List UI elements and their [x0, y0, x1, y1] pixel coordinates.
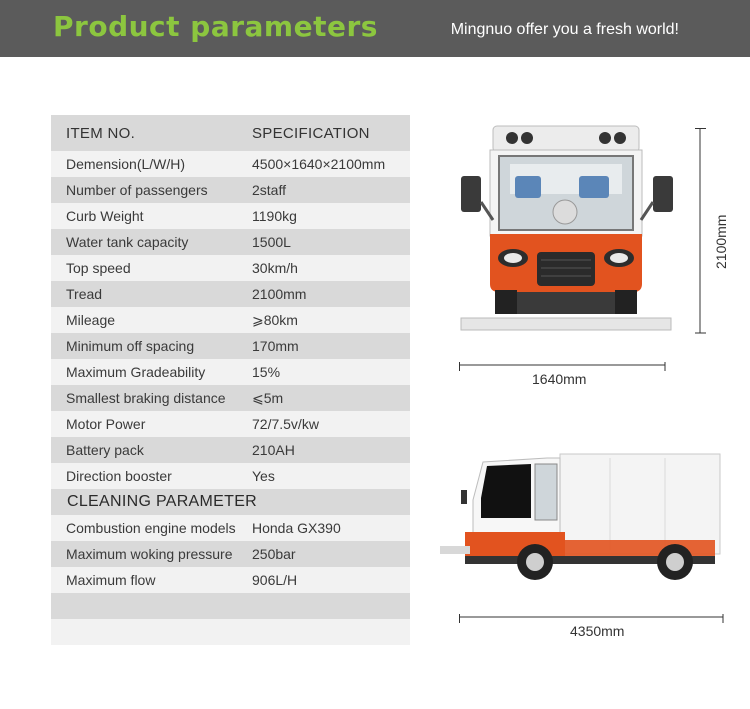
table-row: [51, 463, 410, 489]
table-row: [51, 411, 410, 437]
spec-cell: 72/7.5v/kw: [252, 416, 319, 432]
parameters-table: [51, 115, 410, 645]
page-title: Product parameters: [53, 10, 378, 43]
item-cell: Demension(L/W/H): [66, 156, 186, 172]
width-label: 1640mm: [532, 371, 587, 387]
column-header-spec: SPECIFICATION: [252, 124, 370, 142]
table-header-row: [51, 115, 410, 151]
table-row-empty: [51, 593, 410, 619]
column-header-item: ITEM NO.: [66, 124, 136, 142]
table-row: [51, 567, 410, 593]
item-cell: Battery pack: [66, 442, 144, 458]
spec-cell: 210AH: [252, 442, 295, 458]
spec-cell: 2100mm: [252, 286, 307, 302]
spec-cell: 4500×1640×2100mm: [252, 156, 386, 172]
spec-cell: 2staff: [252, 182, 286, 198]
vehicle-side-view: [435, 440, 725, 585]
section-header-row: [51, 489, 410, 515]
height-dimension-line: [695, 128, 707, 334]
spec-cell: Honda GX390: [252, 520, 341, 536]
table-row: [51, 281, 410, 307]
item-cell: Number of passengers: [66, 182, 208, 198]
item-cell: Smallest braking distance: [66, 390, 226, 406]
spec-cell: ⩽5m: [252, 389, 284, 406]
length-label: 4350mm: [570, 623, 625, 639]
item-cell: Motor Power: [66, 416, 146, 432]
section-title: CLEANING PARAMETER: [67, 493, 258, 510]
item-cell: Maximum woking pressure: [66, 546, 233, 562]
table-row: [51, 307, 410, 333]
table-row: [51, 359, 410, 385]
vehicle-front-view: [455, 124, 680, 334]
item-cell: Maximum Gradeability: [66, 364, 206, 380]
table-row: [51, 515, 410, 541]
table-row: [51, 151, 410, 177]
table-row: [51, 229, 410, 255]
spec-cell: ⩾80km: [252, 311, 298, 328]
table-row: [51, 177, 410, 203]
table-row: [51, 203, 410, 229]
table-row: [51, 541, 410, 567]
table-row: [51, 255, 410, 281]
spec-cell: 1190kg: [252, 208, 297, 224]
height-label: 2100mm: [713, 214, 729, 269]
spec-cell: 15%: [252, 364, 281, 380]
table-row: [51, 437, 410, 463]
item-cell: Mileage: [66, 312, 116, 328]
item-cell: Water tank capacity: [66, 234, 189, 250]
item-cell: Direction booster: [66, 468, 172, 484]
item-cell: Tread: [66, 286, 103, 302]
table-row: [51, 385, 410, 411]
brand-slogan: Mingnuo offer you a fresh world!: [450, 21, 679, 38]
item-cell: Combustion engine models: [66, 520, 236, 536]
header-banner: [0, 0, 750, 57]
spec-cell: 170mm: [252, 338, 299, 354]
item-cell: Curb Weight: [66, 208, 144, 224]
spec-cell: 1500L: [252, 234, 291, 250]
item-cell: Minimum off spacing: [66, 338, 195, 354]
item-cell: Maximum flow: [66, 572, 156, 588]
spec-cell: 30km/h: [252, 260, 298, 276]
spec-cell: 250bar: [252, 546, 296, 562]
item-cell: Top speed: [66, 260, 131, 276]
spec-cell: Yes: [252, 468, 275, 484]
table-row: [51, 333, 410, 359]
spec-cell: 906L/H: [252, 572, 298, 588]
table-row-empty: [51, 619, 410, 645]
